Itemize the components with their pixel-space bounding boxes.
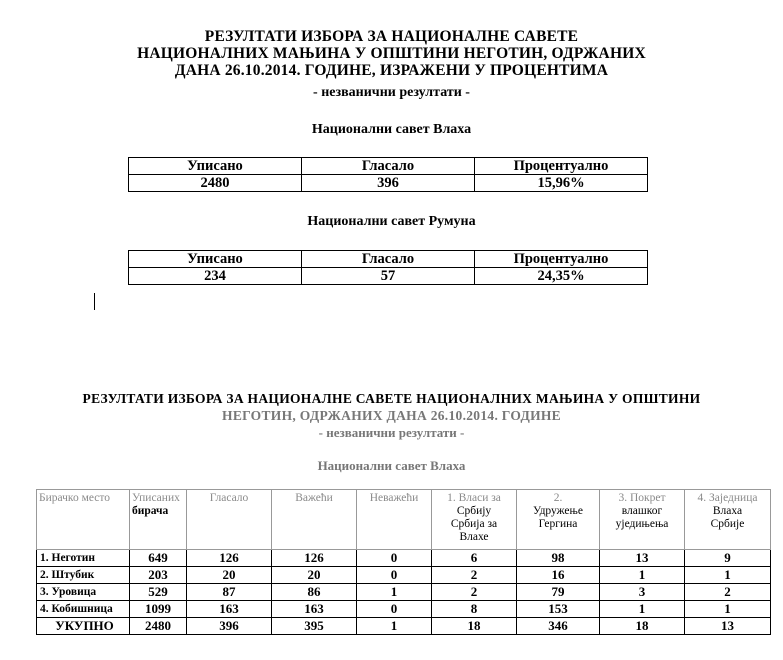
header-list-4: 4. Заједница Влаха Србије [685, 490, 771, 550]
cell-invalid: 0 [357, 601, 432, 618]
header-voted: Гласало [302, 158, 475, 175]
cell-invalid: 0 [357, 550, 432, 567]
polling-station-name: 2. Штубик [37, 567, 130, 584]
cell-list-3: 1 [600, 567, 685, 584]
header-registered: Уписано [129, 251, 302, 268]
total-list-2: 346 [517, 618, 600, 635]
detail-title-line-2: НЕГОТИН, ОДРЖАНИХ ДАНА 26.10.2014. ГОДИНЕ [222, 408, 561, 423]
cell-invalid: 0 [357, 567, 432, 584]
cell-list-2: 16 [517, 567, 600, 584]
cell-voted: 87 [187, 584, 272, 601]
cell-list-1: 6 [432, 550, 517, 567]
value-voted: 57 [302, 268, 475, 285]
cell-registered: 1099 [130, 601, 187, 618]
header-list-3: 3. Покрет влашког уједињења [600, 490, 685, 550]
header-polling-station: Бирачко место [37, 490, 130, 550]
total-list-1: 18 [432, 618, 517, 635]
cell-registered: 529 [130, 584, 187, 601]
cell-registered: 203 [130, 567, 187, 584]
total-list-4: 13 [685, 618, 771, 635]
report-title-line-3: ДАНА 26.10.2014. ГОДИНЕ, ИЗРАЖЕНИ У ПРОЦЕНТИМА [174, 62, 609, 79]
cell-valid: 86 [272, 584, 357, 601]
header-registered-sub: бирача [132, 505, 169, 517]
detail-results-table [36, 489, 771, 635]
header-voted: Гласало [302, 251, 475, 268]
polling-station-name: 4. Кобишница [37, 601, 130, 618]
total-invalid: 1 [357, 618, 432, 635]
header-valid: Важећи [272, 490, 357, 550]
total-voted: 396 [187, 618, 272, 635]
cell-list-3: 13 [600, 550, 685, 567]
report-title-line-1: РЕЗУЛТАТИ ИЗБОРА ЗА НАЦИОНАЛНЕ САВЕТЕ [204, 28, 579, 45]
cell-valid: 20 [272, 567, 357, 584]
header-registered-voters [130, 490, 187, 550]
cell-list-3: 3 [600, 584, 685, 601]
detail-subtitle: - незванични резултати - [318, 425, 465, 440]
table-header-row [129, 158, 648, 175]
header-registered: Уписано [129, 158, 302, 175]
total-registered: 2480 [130, 618, 187, 635]
vlah-council-heading: Национални савет Влаха [311, 122, 472, 137]
header-percentage: Процентуално [475, 158, 648, 175]
table-header-row [37, 490, 771, 550]
cell-valid: 126 [272, 550, 357, 567]
header-list-1: 1. Власи за Србију Србија за Влахе [432, 490, 517, 550]
cell-list-3: 1 [600, 601, 685, 618]
table-row [37, 601, 771, 618]
header-list-2: 2. Удружење Гергина [517, 490, 600, 550]
table-row [37, 567, 771, 584]
total-label: УКУПНО [37, 618, 130, 635]
value-registered: 2480 [129, 175, 302, 192]
vlah-summary-table [128, 157, 648, 192]
cell-list-2: 79 [517, 584, 600, 601]
cell-list-1: 2 [432, 584, 517, 601]
cell-list-1: 2 [432, 567, 517, 584]
total-list-3: 18 [600, 618, 685, 635]
table-row [129, 268, 648, 285]
cell-list-4: 9 [685, 550, 771, 567]
cell-voted: 126 [187, 550, 272, 567]
value-percentage: 15,96% [475, 175, 648, 192]
detail-council-heading: Национални савет Влаха [317, 458, 466, 473]
cell-list-2: 98 [517, 550, 600, 567]
value-registered: 234 [129, 268, 302, 285]
polling-station-name: 1. Неготин [37, 550, 130, 567]
header-percentage: Процентуално [475, 251, 648, 268]
text-cursor [94, 293, 95, 310]
value-percentage: 24,35% [475, 268, 648, 285]
cell-invalid: 1 [357, 584, 432, 601]
table-row [37, 584, 771, 601]
table-row [37, 550, 771, 567]
table-total-row [37, 618, 771, 635]
header-registered-label: Уписаних [132, 492, 180, 504]
cell-voted: 163 [187, 601, 272, 618]
cell-list-4: 1 [685, 567, 771, 584]
report-title-line-2: НАЦИОНАЛНИХ МАЊИНА У ОПШТИНИ НЕГОТИН, ОДРЖАНИХ [137, 45, 646, 62]
cell-list-1: 8 [432, 601, 517, 618]
cell-valid: 163 [272, 601, 357, 618]
cell-registered: 649 [130, 550, 187, 567]
detail-title-line-1: РЕЗУЛТАТИ ИЗБОРА ЗА НАЦИОНАЛНЕ САВЕТЕ НАЦИОНАЛНИХ МАЊИНА У ОПШТИНИ [82, 391, 701, 406]
report-title [0, 28, 783, 79]
header-voted: Гласало [187, 490, 272, 550]
romanian-council-heading: Национални савет Румуна [307, 214, 476, 229]
cell-list-2: 153 [517, 601, 600, 618]
table-header-row [129, 251, 648, 268]
value-voted: 396 [302, 175, 475, 192]
total-valid: 395 [272, 618, 357, 635]
header-invalid: Неважећи [357, 490, 432, 550]
report-subtitle: - незванични резултати - [313, 85, 470, 100]
romanian-summary-table [128, 250, 648, 285]
polling-station-name: 3. Уровица [37, 584, 130, 601]
table-row [129, 175, 648, 192]
cell-list-4: 2 [685, 584, 771, 601]
cell-voted: 20 [187, 567, 272, 584]
cell-list-4: 1 [685, 601, 771, 618]
